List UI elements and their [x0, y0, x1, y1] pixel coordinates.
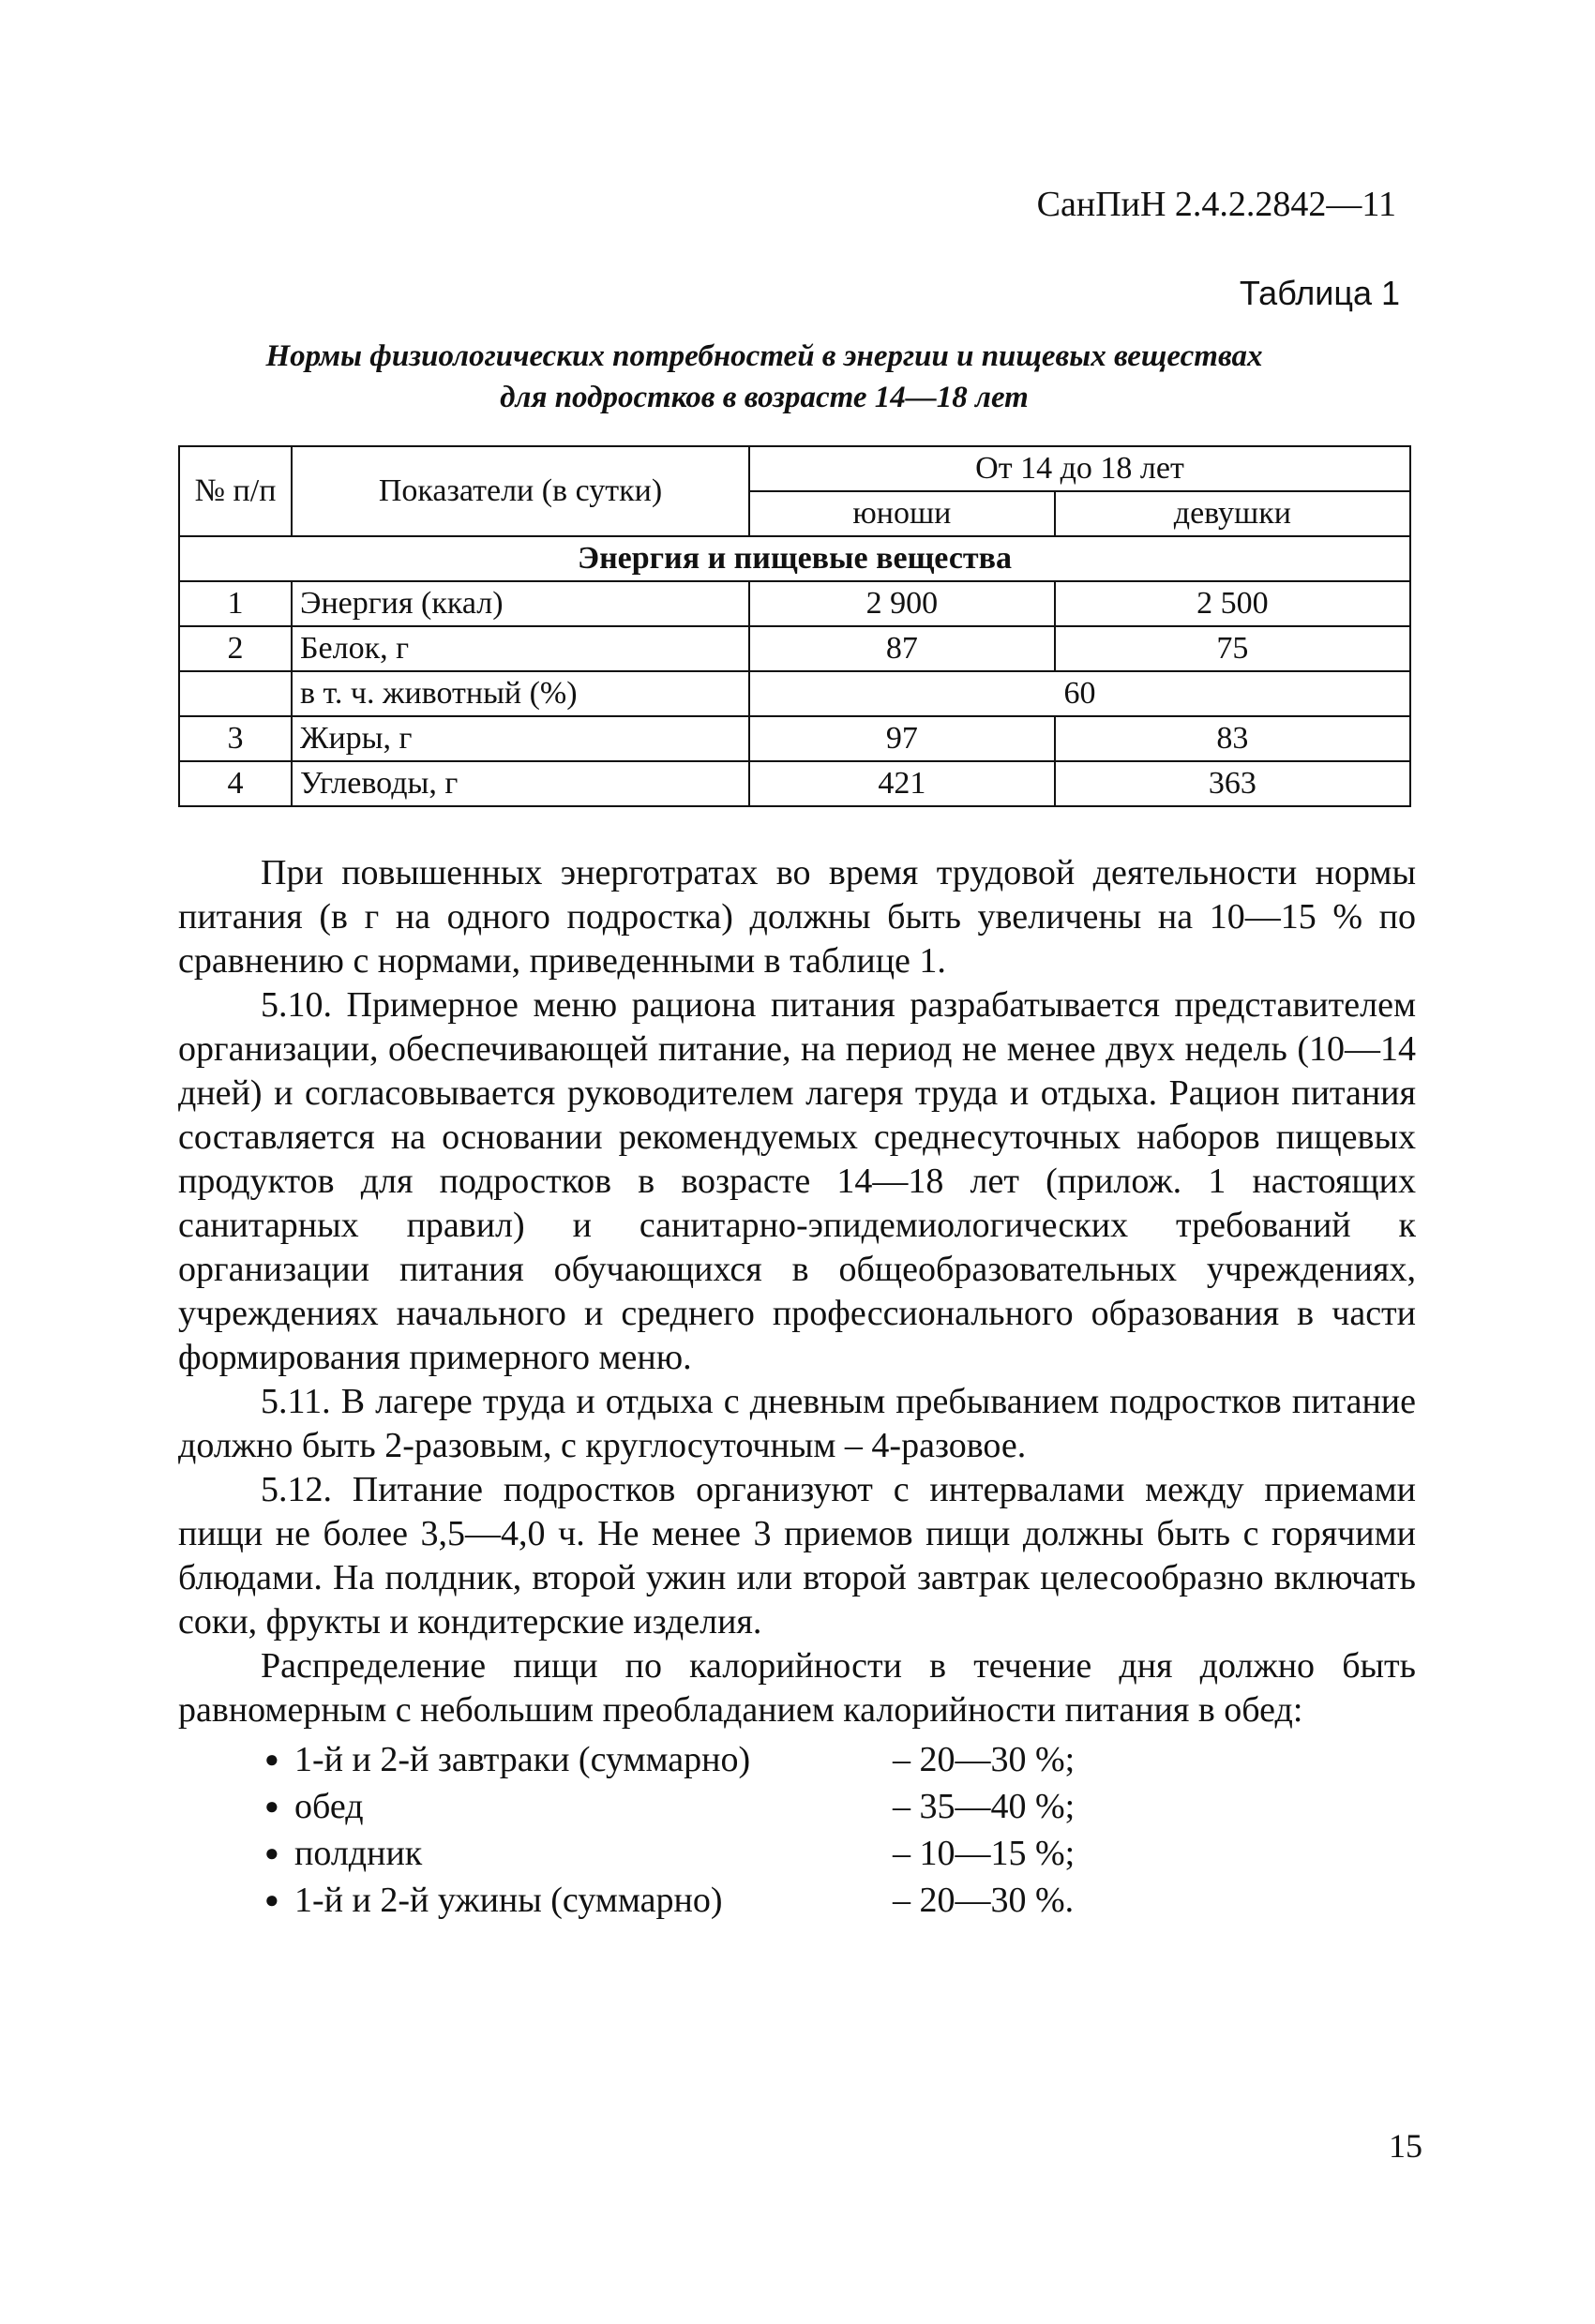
header-boys: юноши: [749, 491, 1055, 536]
table-title: [141, 336, 1388, 418]
table-title-line-2: для подростков в возрасте 14—18 лет: [500, 381, 1029, 414]
document-code: СанПиН 2.4.2.2842—11: [1036, 185, 1396, 224]
bullet-icon: ●: [264, 1839, 279, 1867]
bullet-icon: ●: [264, 1746, 279, 1773]
meal-share: – 10—15 %;: [893, 1834, 1076, 1873]
meal-name: 1-й и 2-й завтраки (суммарно): [294, 1740, 751, 1779]
page-number: 15: [1389, 2127, 1422, 2165]
row-boys-value: 2 900: [749, 581, 1055, 626]
section-heading: Энергия и пищевые вещества: [179, 536, 1410, 581]
bullet-icon: ●: [264, 1886, 279, 1913]
row-number: [179, 671, 292, 716]
row-number: 4: [179, 761, 292, 806]
header-age-group: От 14 до 18 лет: [749, 446, 1410, 491]
row-girls-value: 75: [1055, 626, 1410, 671]
header-number: № п/п: [179, 446, 292, 536]
meal-name: 1-й и 2-й ужины (суммарно): [294, 1881, 723, 1920]
row-girls-value: 2 500: [1055, 581, 1410, 626]
list-item: [178, 1830, 1416, 1877]
row-boys-value: 97: [749, 716, 1055, 761]
table-row: [179, 761, 1410, 806]
row-girls-value: 83: [1055, 716, 1410, 761]
meal-name: полдник: [294, 1834, 423, 1873]
row-number: 1: [179, 581, 292, 626]
meal-share: – 20—30 %.: [893, 1881, 1075, 1920]
row-number: 2: [179, 626, 292, 671]
row-boys-value: 87: [749, 626, 1055, 671]
row-indicator: Белок, г: [292, 626, 749, 671]
table-row: [179, 716, 1410, 761]
paragraph-5-11: 5.11. В лагере труда и отдыха с дневным пребыванием подростков питание должно быть 2-разовым, с круглосуточным – 4-разовое.: [178, 1382, 1416, 1465]
meal-name: обед: [294, 1787, 364, 1826]
list-item: [178, 1783, 1416, 1830]
norms-table: [178, 445, 1411, 807]
paragraph-5-10: 5.10. Примерное меню рациона питания разрабатывается представителем организации, обеспечивающей питание, на период не менее двух недель (10—14 дней) и согласовывается руководителем лагеря труда и отдыха. Рацион питания составляется на основании рекомендуемых среднесуточных наборов пищевых продуктов для подростков в возрасте 14—18 лет (прилож. 1 настоящих санитарных правил) и санитарно-эпидемиологических требований к организации питания обучающихся в общеобразовательных учреждениях, учреждениях начального и среднего профессионального образования в части формирования примерного меню.: [178, 985, 1416, 1377]
paragraph-calorie-distribution: Распределение пищи по калорийности в течение дня должно быть равномерным с небольшим преобладанием калорийности питания в обед:: [178, 1646, 1416, 1730]
table-header-row: [179, 446, 1410, 491]
bullet-icon: ●: [264, 1792, 279, 1820]
paragraph-energy-note: При повышенных энерготратах во время трудовой деятельности нормы питания (в г на одного подростка) должны быть увеличены на 10—15 % по сравнению с нормами, приведенными в таблице 1.: [178, 853, 1416, 981]
header-girls: девушки: [1055, 491, 1410, 536]
list-item: [178, 1736, 1416, 1783]
row-indicator: в т. ч. животный (%): [292, 671, 749, 716]
paragraph-5-12: 5.12. Питание подростков организуют с интервалами между приемами пищи не более 3,5—4,0 ч. Не менее 3 приемов пищи должны быть с горячими блюдами. На полдник, второй ужин или второй завтрак целесообразно включать соки, фрукты и кондитерские изделия.: [178, 1470, 1416, 1642]
table-row: [179, 671, 1410, 716]
row-boys-value: 421: [749, 761, 1055, 806]
meal-share: – 35—40 %;: [893, 1787, 1076, 1826]
meal-share: – 20—30 %;: [893, 1740, 1076, 1779]
row-indicator: Углеводы, г: [292, 761, 749, 806]
row-indicator: Энергия (ккал): [292, 581, 749, 626]
list-item: [178, 1877, 1416, 1924]
row-shared-value: 60: [749, 671, 1410, 716]
meal-distribution-list: [178, 1736, 1416, 1924]
table-title-line-1: Нормы физиологических потребностей в энергии и пищевых веществах: [265, 339, 1263, 373]
row-number: 3: [179, 716, 292, 761]
header-indicator: Показатели (в сутки): [292, 446, 749, 536]
body-text: [178, 851, 1416, 1924]
row-indicator: Жиры, г: [292, 716, 749, 761]
table-label: Таблица 1: [1239, 274, 1400, 312]
table-row: [179, 581, 1410, 626]
table-section-row: [179, 536, 1410, 581]
table-row: [179, 626, 1410, 671]
row-girls-value: 363: [1055, 761, 1410, 806]
